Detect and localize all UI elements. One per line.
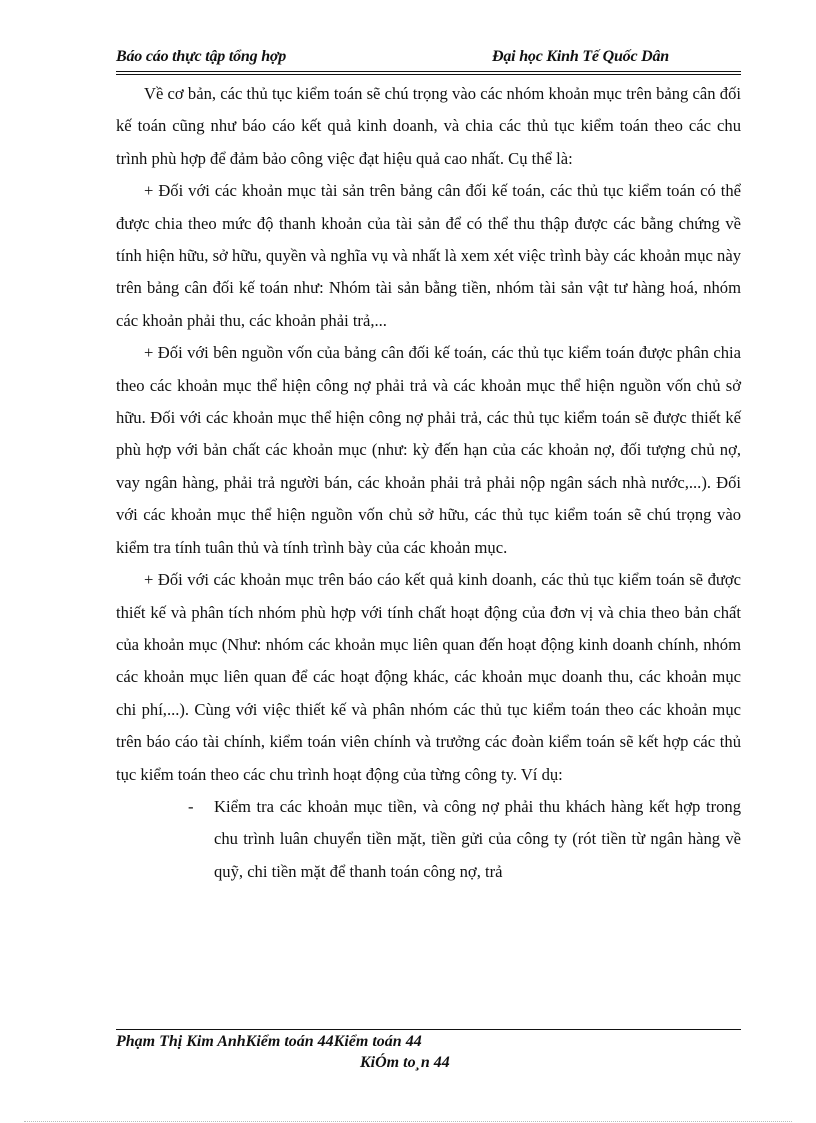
bullet-dash: - [188,796,194,816]
bullet-text: Kiểm tra các khoản mục tiền, và công nợ phải thu khách hàng kết hợp trong chu trình luân chuyển tiền mặt, tiền gửi của công ty (rót tiền từ ngân hàng về quỹ, chi tiền mặt để thanh toán công nợ, trả [214,796,741,881]
header-university: Đại học Kinh Tế Quốc Dân [492,48,669,65]
footer-author: Phạm Thị Kim AnhKiểm toán 44Kiểm toán 44 [116,1033,422,1050]
list-item [188,791,741,888]
paragraph-income: + Đối với các khoản mục trên báo cáo kết quả kinh doanh, các thủ tục kiểm toán sẽ được thiết kế và phân tích nhóm phù hợp với tính chất hoạt động của đơn vị và chia theo bản chất của khoản mục (Như: nhóm các khoản mục liên quan đến hoạt động kinh doanh chính, nhóm các khoản mục liên quan để các hoạt động khác, các khoản mục doanh thu, các khoản mục chi phí,...). Cùng với việc thiết kế và phân nhóm các thủ tục kiểm toán theo các khoản mục trên báo cáo tài chính, kiểm toán viên chính và trưởng các đoàn kiểm toán sẽ kết hợp các thủ tục kiểm toán theo các chu trình hoạt động của từng công ty. Ví dụ: [116,570,741,784]
footer-rule [116,1029,741,1030]
paragraph-capital: + Đối với bên nguồn vốn của bảng cân đối kế toán, các thủ tục kiểm toán được phân chia theo các khoản mục thể hiện công nợ phải trả và các khoản mục thể hiện nguồn vốn chủ sở hữu. Đối với các khoản mục thể hiện công nợ phải trả, các thủ tục kiểm toán sẽ được thiết kế phù hợp với bản chất các khoản mục (như: kỳ đến hạn của các khoản nợ, đối tượng chủ nợ, vay ngân hàng, phải trả người bán, các khoản phải trả phải nộp ngân sách nhà nước,...). Đối với các khoản mục thể hiện nguồn vốn chủ sở hữu, các thủ tục kiểm toán sẽ chú trọng vào kiểm tra tính tuân thủ và tính trình bày của các khoản mục. [116,343,741,557]
footer-class: KiÓm to¸n 44 [360,1054,450,1071]
header-rule [116,71,741,72]
header-report-title: Báo cáo thực tập tổng hợp [116,48,287,65]
document-body [116,78,741,888]
paragraph-assets: + Đối với các khoản mục tài sản trên bảng cân đối kế toán, các thủ tục kiểm toán có thể được chia theo mức độ thanh khoản của tài sản để có thể thu thập được các bằng chứng về tính hiện hữu, sở hữu, quyền và nghĩa vụ và nhất là xem xét việc trình bày các khoản mục này trên bảng cân đối kế toán như: Nhóm tài sản bằng tiền, nhóm tài sản vật tư hàng hoá, nhóm các khoản phải thu, các khoản phải trả,... [116,181,741,330]
paragraph-intro: Về cơ bản, các thủ tục kiểm toán sẽ chú trọng vào các nhóm khoản mục trên bảng cân đối kế toán cũng như báo cáo kết quả kinh doanh, và chia các thủ tục kiểm toán theo các chu trình phù hợp để đảm bảo công việc đạt hiệu quả cao nhất. Cụ thể là: [116,84,741,168]
page-header [116,48,741,70]
page-edge-dotted-line [24,1121,792,1122]
header-rule-double [116,74,741,75]
